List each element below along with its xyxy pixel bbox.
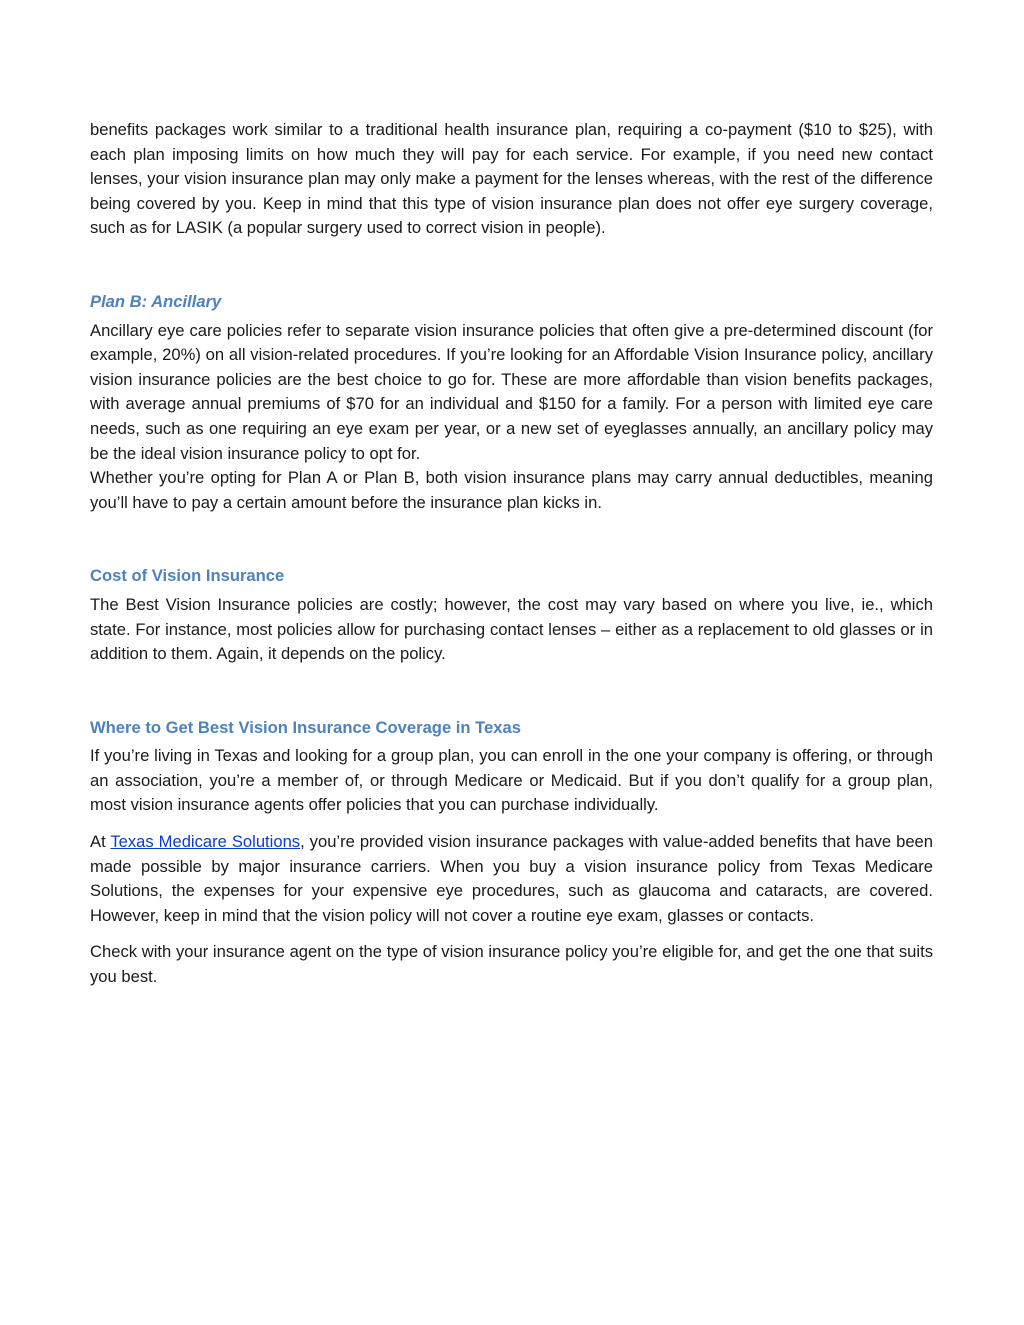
paragraph-suffix: , you’re provided vision insurance packages with value-added benefits that have been made possible by major insurance carriers. When you buy a vision insurance policy from Texas Medicare Solutions, the expenses for your expensive eye procedures, such as glaucoma and cataracts, are covered. However, keep in mind that the vision policy will not cover a routine eye exam, glasses or contacts. [90, 832, 933, 925]
texas-group-plan-paragraph: If you’re living in Texas and looking for a group plan, you can enroll in the one your company is offering, or through an association, you’re a member of, or through Medicare or Medicaid. But if you don’t qualify for a group plan, most vision insurance agents offer policies that you can purchase individually. [90, 746, 933, 815]
spacer [90, 515, 933, 564]
spacer [90, 667, 933, 716]
texas-heading: Where to Get Best Vision Insurance Coverage in Texas [90, 717, 521, 737]
document-page [90, 118, 933, 990]
paragraph-prefix: At [90, 832, 111, 852]
cost-paragraph: The Best Vision Insurance policies are costly; however, the cost may vary based on where you live, ie., which state. For instance, most policies allow for purchasing contact lenses – either as a replacement to old glasses or in addition to them. Again, it depends on the policy. [90, 594, 933, 664]
plan-b-heading: Plan B: Ancillary [90, 291, 222, 311]
spacer [90, 241, 933, 290]
texas-medicare-solutions-link[interactable]: Texas Medicare Solutions [110, 832, 301, 852]
spacer [90, 928, 933, 940]
intro-paragraph: benefits packages work similar to a traditional health insurance plan, requiring a co-payment ($10 to $25), with each plan imposing limits on how much they will pay for each service. For example, if you need new contact lenses, your vision insurance plan may only make a payment for the lenses whereas, with the rest of the difference being covered by you. Keep in mind that this type of vision insurance plan does not offer eye surgery coverage, such as for LASIK (a popular surgery used to correct vision in people). [90, 120, 933, 238]
plan-b-paragraph: Ancillary eye care policies refer to separate vision insurance policies that often give a pre-determined discount (for example, 20%) on all vision-related procedures. If you’re looking for an Affordable Vision Insurance policy, ancillary vision insurance policies are the best choice to go for. These are more affordable than vision benefits packages, with average annual premiums of $70 for an individual and $150 for a family. For a person with limited eye care needs, such as one requiring an eye exam per year, or a new set of eyeglasses annually, an ancillary policy may be the ideal vision insurance policy to opt for. [90, 320, 933, 463]
closing-paragraph: Check with your insurance agent on the type of vision insurance policy you’re eligible for, and get the one that suits you best. [90, 942, 933, 987]
plan-b-deductibles-paragraph: Whether you’re opting for Plan A or Plan B, both vision insurance plans may carry annual deductibles, meaning you’ll have to pay a certain amount before the insurance plan kicks in. [90, 468, 933, 512]
cost-heading: Cost of Vision Insurance [90, 566, 285, 586]
spacer [90, 818, 933, 830]
texas-medicare-paragraph [90, 830, 933, 928]
